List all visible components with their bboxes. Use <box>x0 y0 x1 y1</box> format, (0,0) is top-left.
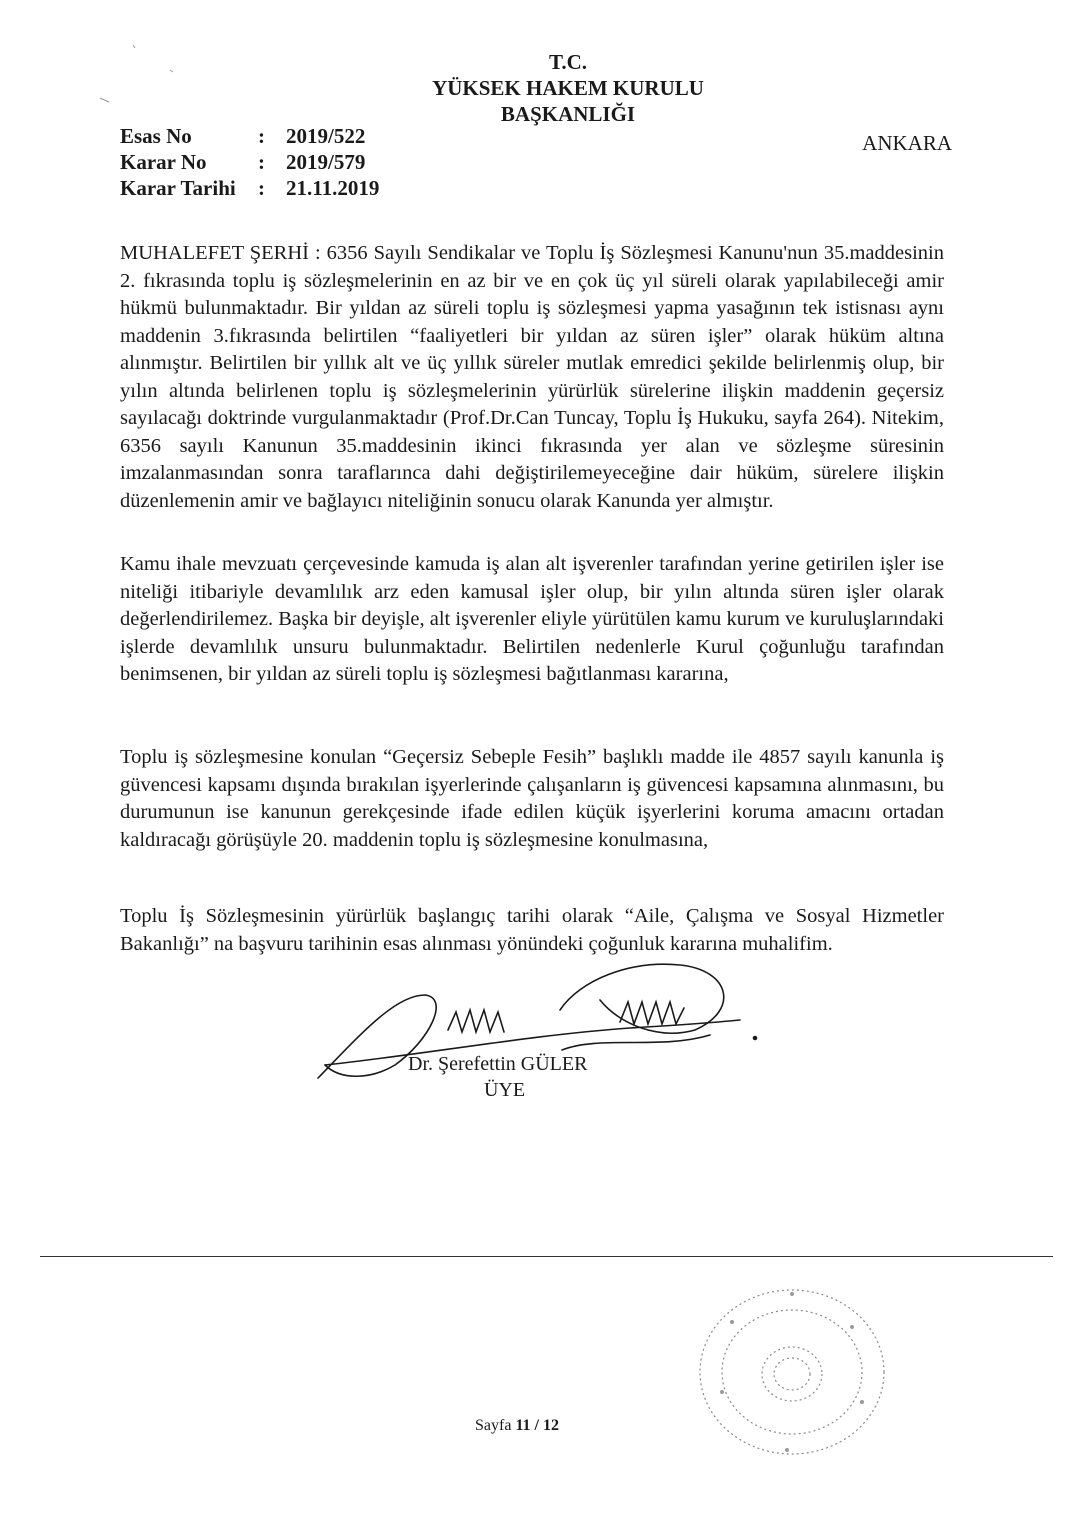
dissent-paragraph-4: Toplu İş Sözleşmesinin yürürlük başlangıç tarihi olarak “Aile, Çalışma ve Sosyal Hizmetler Bakanlığı” na başvuru tarihinin esas alınması yönündeki çoğunluk kararına muhalifim. <box>120 905 944 955</box>
header-tc: T.C. <box>548 50 588 74</box>
esas-no-row <box>120 124 365 149</box>
esas-no-label: Esas No <box>120 124 192 148</box>
separator: : <box>258 176 265 200</box>
karar-tarihi-value: 21.11.2019 <box>286 176 380 200</box>
dissent-paragraph-3: Toplu iş sözleşmesine konulan “Geçersiz Sebeple Fesih” başlıklı madde ile 4857 sayılı kanunla iş güvencesi kapsamı dışında bırakılan işyerlerinde çalışanların iş güvencesi kapsamına alınmasını, bu durumunun ise kanunun gerekçesinde ifade edilen küçük işyerlerini koruma amacını ortadan kaldıracağı görüşüyle 20. maddenin toplu iş sözleşmesine konulmasına, <box>120 746 944 851</box>
karar-no-value: 2019/579 <box>286 150 366 174</box>
page-number <box>475 1417 559 1435</box>
signatory-title: ÜYE <box>484 1079 526 1101</box>
karar-no-label: Karar No <box>120 150 207 174</box>
esas-no-value: 2019/522 <box>286 124 366 148</box>
karar-tarihi-row <box>120 176 379 201</box>
page-label: Sayfa <box>475 1417 512 1434</box>
separator: : <box>258 124 265 148</box>
signatory-name: Dr. Şerefettin GÜLER <box>408 1053 588 1075</box>
city-label: ANKARA <box>862 131 952 155</box>
dissent-paragraph-2: Kamu ihale mevzuatı çerçevesinde kamuda iş alan alt işverenler tarafından yerine getirilen işler ise niteliği itibariyle devamlılık arz eden kamusal işler olup, bir yılın altında süren işler olarak değerlendirilemez. Başka bir deyişle, alt işverenler eliyle yürütülen kamu kurum ve kuruluşlarındaki işlerde devamlılık unsuru bulunmaktadır. Belirtilen nedenlerle Kurul çoğunluğu tarafından benimsenen, bir yıldan az süreli toplu iş sözleşmesi bağıtlanması kararına, <box>120 553 944 685</box>
page-number-value: 11 / 12 <box>515 1417 559 1434</box>
separator: : <box>258 150 265 174</box>
footer-divider <box>40 1256 1053 1257</box>
header-presidency: BAŞKANLIĞI <box>500 102 636 126</box>
karar-tarihi-label: Karar Tarihi <box>120 176 236 200</box>
scan-artifact-marks <box>95 40 175 110</box>
header-organization: YÜKSEK HAKEM KURULU <box>432 76 704 100</box>
dissent-paragraph-1: MUHALEFET ŞERHİ : 6356 Sayılı Sendikalar ve Toplu İş Sözleşmesi Kanunu'nun 35.maddesinin 2. fıkrasında toplu iş sözleşmelerinin en az bir ve en çok üç yıl süreli olarak yapılabileceği amir hükmü bulunmaktadır. Bir yıldan az süreli toplu iş sözleşmesi yapma yasağının tek istisnası aynı maddenin 3.fıkrasında belirtilen “faaliyetleri bir yıldan az süren işler” olarak hüküm altına alınmıştır. Belirtilen bir yıllık alt ve üç yıllık süreler mutlak emredici şekilde belirlenmiş olup, bir yılın altında belirlenen toplu iş sözleşmelerinin yürürlük sürelerine ilişkin maddenin geçersiz sayılacağı doktrinde vurgulanmaktadır (Prof.Dr.Can Tuncay, Toplu İş Hukuku, sayfa 264). Nitekim, 6356 sayılı Kanunun 35.maddesinin ikinci fıkrasında yer alan ve sözleşme süresinin imzalanmasından sonra taraflarınca dahi değiştirilemeyeceğine dair hüküm, sürelere ilişkin düzenlemenin amir ve bağlayıcı niteliğinin sonucu olarak Kanunda yer almıştır. <box>120 242 944 512</box>
official-seal-stamp <box>692 1282 892 1462</box>
karar-no-row <box>120 150 365 175</box>
